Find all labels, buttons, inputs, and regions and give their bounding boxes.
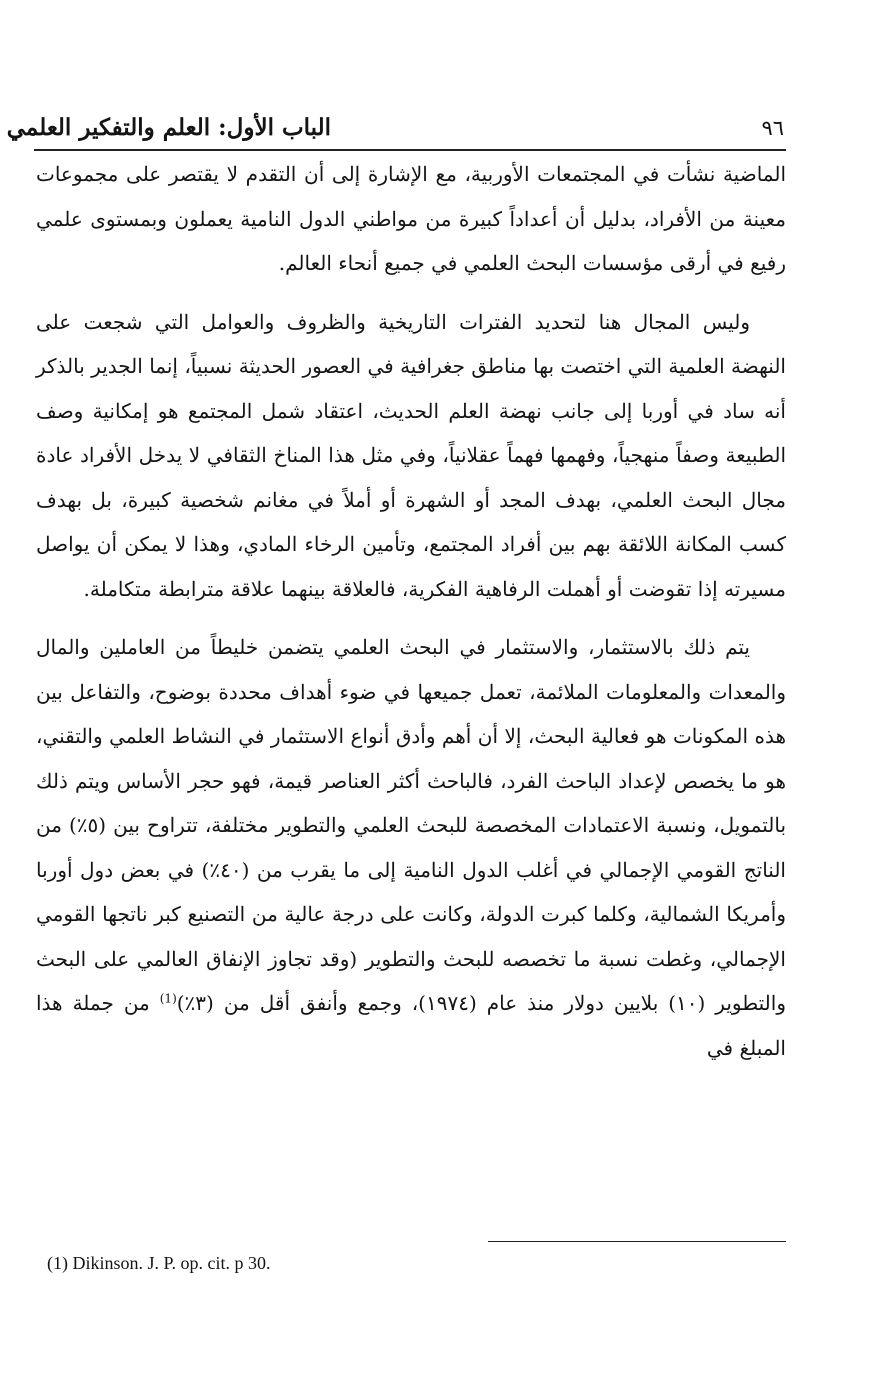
paragraph-2: وليس المجال هنا لتحديد الفترات التاريخية والظروف والعوامل التي شجعت على النهضة العلمية التي اختصت بها مناطق جغرافية في العصور الحديثة نسبياً، إنما الجدير بالذكر أنه ساد في أوربا إلى جانب نهضة العلم الحديث، اعتقاد شمل المجتمع هو إمكانية وصف الطبيعة وصفاً منهجياً، وفهمها فهماً عقلانياً، وفي مثل هذا المناخ الثقافي لا يدخل الأفراد عادة مجال البحث العلمي، بهدف المجد أو الشهرة أو أملاً في مغانم شخصية كبيرة، بل بهدف كسب المكانة اللائقة بهم بين أفراد المجتمع، وتأمين الرخاء المادي، وهذا لا يمكن أن يواصل مسيرته إذا تقوضت أو أهملت الرفاهية الفكرية، فالعلاقة بينهما علاقة مترابطة متكاملة. (36, 309, 786, 601)
footnote-reference: (1) (159, 991, 177, 1006)
footnote-rule (488, 1241, 786, 1242)
header-rule (34, 149, 786, 151)
paragraph-1: الماضية نشأت في المجتمعات الأوربية، مع الإشارة إلى أن التقدم لا يقتصر على مجموعات معينة من الأفراد، بدليل أن أعداداً كبيرة من مواطني الدول النامية يعملون وبمستوى علمي رفيع في أرقى مؤسسات البحث العلمي في جميع أنحاء العالم. (36, 162, 786, 275)
paragraph-3-text: يتم ذلك بالاستثمار، والاستثمار في البحث العلمي يتضمن خليطاً من العاملين والمال والمعدات والمعلومات الملائمة، تعمل جميعها في ضوء أهداف محددة بوضوح، والتفاعل بين هذه المكونات هو فعالية البحث، إلا أن أهم وأدق أنواع الاستثمار في النشاط العلمي والتقني، هو ما يخصص لإعداد الباحث الفرد، فالباحث أكثر العناصر قيمة، فهو حجر الأساس ويتم ذلك بالتمويل، ونسبة الاعتمادات المخصصة للبحث العلمي والتطوير مختلفة، تتراوح بين (٥٪) من الناتج القومي الإجمالي في أغلب الدول النامية إلى ما يقرب من (٤٠٪) في بعض دول أوربا وأمريكا الشمالية، وكلما كبرت الدولة، وكانت على درجة عالية من التصنيع كبر ناتجها القومي الإجمالي، وغطت نسبة ما تخصصه للبحث والتطوير (وقد تجاوز الإنفاق العالمي على البحث والتطوير (١٠) بلايين دولار منذ عام (١٩٧٤)، وجمع وأنفق أقل من (٣٪) (36, 635, 787, 1015)
body-text (36, 152, 786, 1070)
page-number: ٩٦ (761, 116, 784, 140)
page-header (6, 108, 786, 148)
paragraph-3-tail: من جملة هذا المبلغ في (36, 991, 786, 1060)
paragraph-3 (36, 625, 786, 1070)
footnote: (1) Dikinson. J. P. op. cit. p 30. (47, 1253, 271, 1273)
chapter-title: الباب الأول: العلم والتفكير العلمي (6, 114, 331, 141)
